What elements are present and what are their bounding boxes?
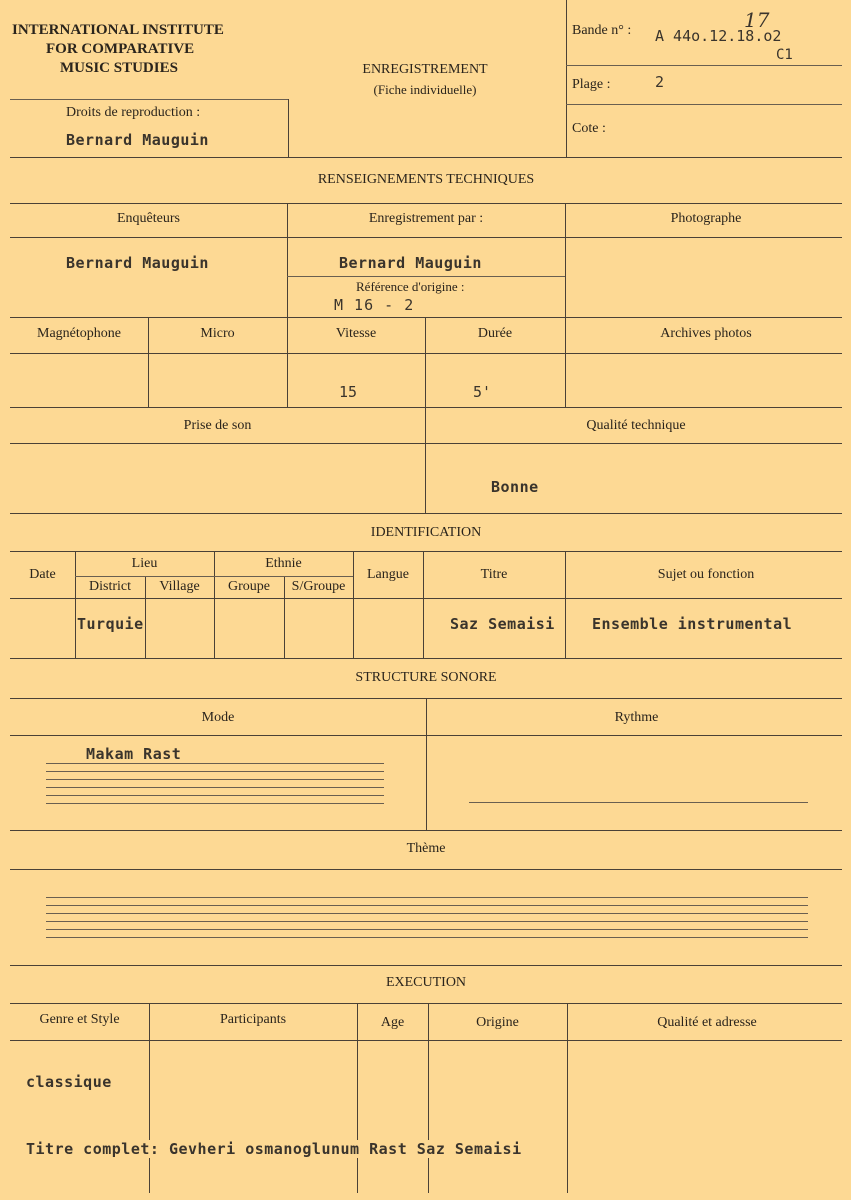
form-title: ENREGISTREMENT [362, 62, 488, 77]
qualite-adresse-label: Qualité et adresse [657, 1015, 757, 1030]
bande-line [566, 65, 842, 66]
mode-line-4 [46, 787, 384, 788]
sujet-label: Sujet ou fonction [657, 567, 755, 582]
theme-line-3 [46, 913, 808, 914]
mode-line-1 [46, 763, 384, 764]
magnetophone-label: Magnétophone [37, 326, 121, 341]
institute-name [12, 21, 224, 78]
rule-18 [10, 1040, 842, 1041]
theme-line-5 [46, 929, 808, 930]
rule-8 [10, 513, 842, 514]
mode-value: Makam Rast [86, 745, 182, 763]
lieu-label: Lieu [131, 556, 158, 571]
rule-7 [10, 443, 842, 444]
age-label: Age [380, 1015, 405, 1030]
rights-top-line [10, 99, 288, 100]
photographe-label: Photographe [670, 211, 742, 226]
theme-label: Thème [406, 841, 446, 856]
rule-11 [10, 658, 842, 659]
groupe-label: Groupe [228, 579, 270, 594]
theme-line-2 [46, 905, 808, 906]
exec-col-4 [567, 1003, 568, 1193]
duree-label: Durée [477, 326, 513, 341]
qualite-value: Bonne [491, 478, 539, 496]
header-divider-right [566, 0, 567, 157]
origine-label: Origine [476, 1015, 519, 1030]
rule-6 [10, 407, 842, 408]
institute-line-1: INTERNATIONAL INSTITUTE [12, 22, 224, 38]
micro-label: Micro [200, 326, 235, 341]
village-label: Village [159, 579, 200, 594]
rule-9 [10, 551, 842, 552]
rule-1 [10, 157, 842, 158]
bande-label: Bande n° : [572, 23, 632, 38]
rights-label: Droits de reproduction : [66, 105, 201, 120]
plage-value: 2 [655, 73, 665, 91]
reference-value: M 16 - 2 [334, 296, 415, 314]
rule-14 [10, 830, 842, 831]
sujet-value: Ensemble instrumental [592, 615, 793, 633]
sgroupe-label: S/Groupe [291, 579, 346, 594]
mode-line-3 [46, 779, 384, 780]
duree-value: 5' [473, 383, 492, 401]
rule-3 [10, 237, 842, 238]
rights-divider [288, 99, 289, 157]
mode-line-5 [46, 795, 384, 796]
mode-line-2 [46, 771, 384, 772]
rule-15 [10, 869, 842, 870]
theme-line-6 [46, 937, 808, 938]
rythme-label: Rythme [614, 710, 659, 725]
rights-value: Bernard Mauguin [66, 131, 209, 149]
mode-label: Mode [201, 710, 235, 725]
plage-label: Plage : [572, 77, 611, 92]
district-value: Turquie [77, 615, 144, 633]
enqueteurs-label: Enquêteurs [117, 211, 180, 226]
reference-label: Référence d'origine : [356, 279, 465, 294]
rule-16 [10, 965, 842, 966]
enqueteurs-value: Bernard Mauguin [66, 254, 209, 272]
date-label: Date [29, 567, 56, 582]
titre-value: Saz Semaisi [450, 615, 555, 633]
rule-10 [10, 598, 842, 599]
mode-line-6 [46, 803, 384, 804]
structure-section-title: STRUCTURE SONORE [355, 670, 497, 685]
genre-value: classique [26, 1073, 112, 1091]
participants-label: Participants [219, 1012, 287, 1027]
form-subtitle: (Fiche individuelle) [373, 82, 477, 97]
vitesse-value: 15 [339, 383, 358, 401]
id-subheader-line [75, 576, 353, 577]
cote-label: Cote : [572, 121, 606, 136]
institute-line-2: FOR COMPARATIVE [46, 41, 195, 57]
archives-label: Archives photos [660, 326, 752, 341]
prise-label: Prise de son [183, 418, 252, 433]
theme-line-4 [46, 921, 808, 922]
bande-sub: C1 [776, 47, 793, 63]
rule-5 [10, 353, 842, 354]
institute-line-3: MUSIC STUDIES [60, 60, 178, 76]
qualite-label: Qualité technique [586, 418, 686, 433]
rule-13 [10, 735, 842, 736]
technique-section-title: RENSEIGNEMENTS TECHNIQUES [317, 172, 535, 187]
exec-col-3 [428, 1003, 429, 1193]
district-label: District [89, 579, 131, 594]
vitesse-label: Vitesse [335, 326, 377, 341]
bande-handwritten-correction: 17 [744, 8, 770, 32]
exec-col-2 [357, 1003, 358, 1193]
enregistrement-value: Bernard Mauguin [339, 254, 482, 272]
rule-17 [10, 1003, 842, 1004]
identification-section-title: IDENTIFICATION [370, 525, 482, 540]
reference-line [287, 276, 565, 277]
titre-complet: Titre complet: Gevheri osmanoglunum Rast Saz Semaisi [26, 1140, 522, 1158]
rule-4 [10, 317, 842, 318]
execution-section-title: EXECUTION [385, 975, 467, 990]
langue-label: Langue [367, 567, 409, 582]
bande-value: A 44o.12.18.o2 [655, 27, 782, 45]
genre-label: Genre et Style [39, 1012, 120, 1027]
plage-line [566, 104, 842, 105]
col-div-5 [425, 317, 426, 513]
titre-label: Titre [480, 567, 508, 582]
rule-2 [10, 203, 842, 204]
ethnie-label: Ethnie [265, 556, 302, 571]
theme-line-1 [46, 897, 808, 898]
rythme-line [469, 802, 808, 803]
exec-col-1 [149, 1003, 150, 1193]
enregistrement-label: Enregistrement par : [368, 211, 484, 226]
